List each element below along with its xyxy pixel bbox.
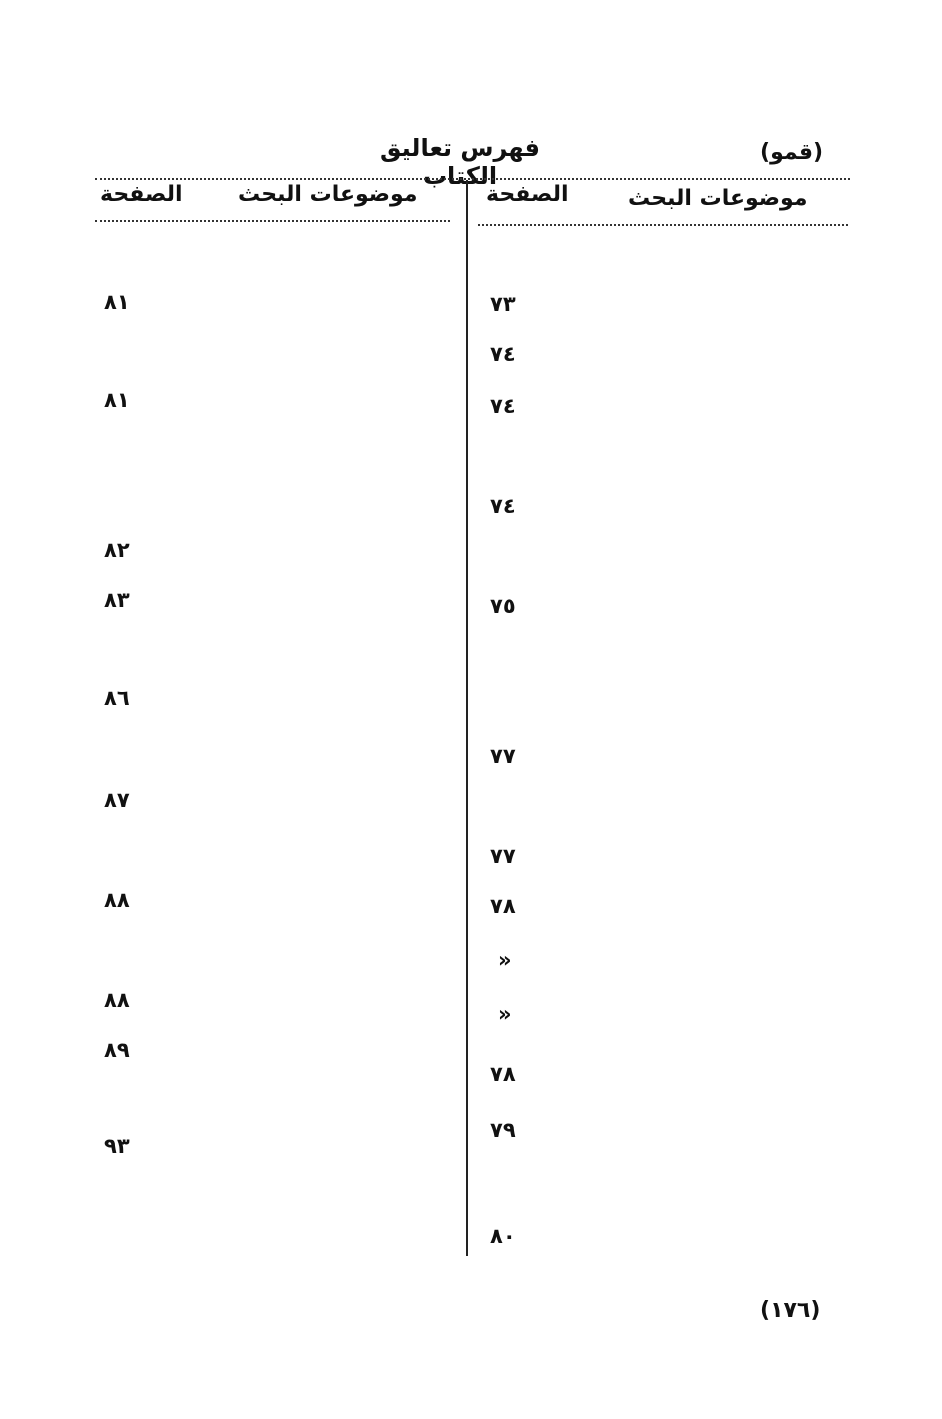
page-number: ٨٩ — [104, 1038, 130, 1062]
page-number: ٨٣ — [104, 588, 130, 612]
page-number: ٩٣ — [104, 1134, 130, 1158]
page-number: ٨٨ — [104, 888, 130, 912]
page-number: ٨٦ — [104, 686, 130, 710]
page-number: ٧٨ — [490, 894, 516, 918]
page-number: ٧٩ — [490, 1118, 516, 1142]
page-number: ٨٧ — [104, 788, 130, 812]
page-number: ٨٨ — [104, 988, 130, 1012]
page-number: ٨٢ — [104, 538, 130, 562]
page-number: ٨١ — [104, 388, 130, 412]
left-heading-divider — [95, 220, 450, 222]
page-number: ٧٥ — [490, 594, 516, 618]
left-topic-heading: موضوعات البحث — [238, 182, 418, 207]
page-number: ٧٤ — [490, 342, 516, 366]
right-heading-divider — [478, 224, 848, 226]
right-topic-heading: موضوعات البحث — [628, 186, 808, 211]
page-code: (قمو) — [760, 140, 824, 165]
page-number: ٧٨ — [490, 1062, 516, 1086]
column-divider — [466, 180, 468, 1256]
page-number: » — [498, 1002, 512, 1026]
right-page-heading: الصفحة — [486, 182, 569, 207]
index-title: فهرس تعاليق الكتاب — [380, 134, 540, 190]
left-page-heading: الصفحة — [100, 182, 183, 207]
page-number: » — [498, 948, 512, 972]
page-number: ٧٤ — [490, 394, 516, 418]
header-divider — [95, 178, 850, 180]
page-number: ٧٣ — [490, 292, 516, 316]
page-number: ٧٧ — [490, 844, 516, 868]
page-number-footer: (١٧٦) — [760, 1298, 821, 1323]
page-number: ٧٤ — [490, 494, 516, 518]
page-number: ٨٠ — [490, 1224, 516, 1248]
page-number: ٨١ — [104, 290, 130, 314]
page-number: ٧٧ — [490, 744, 516, 768]
